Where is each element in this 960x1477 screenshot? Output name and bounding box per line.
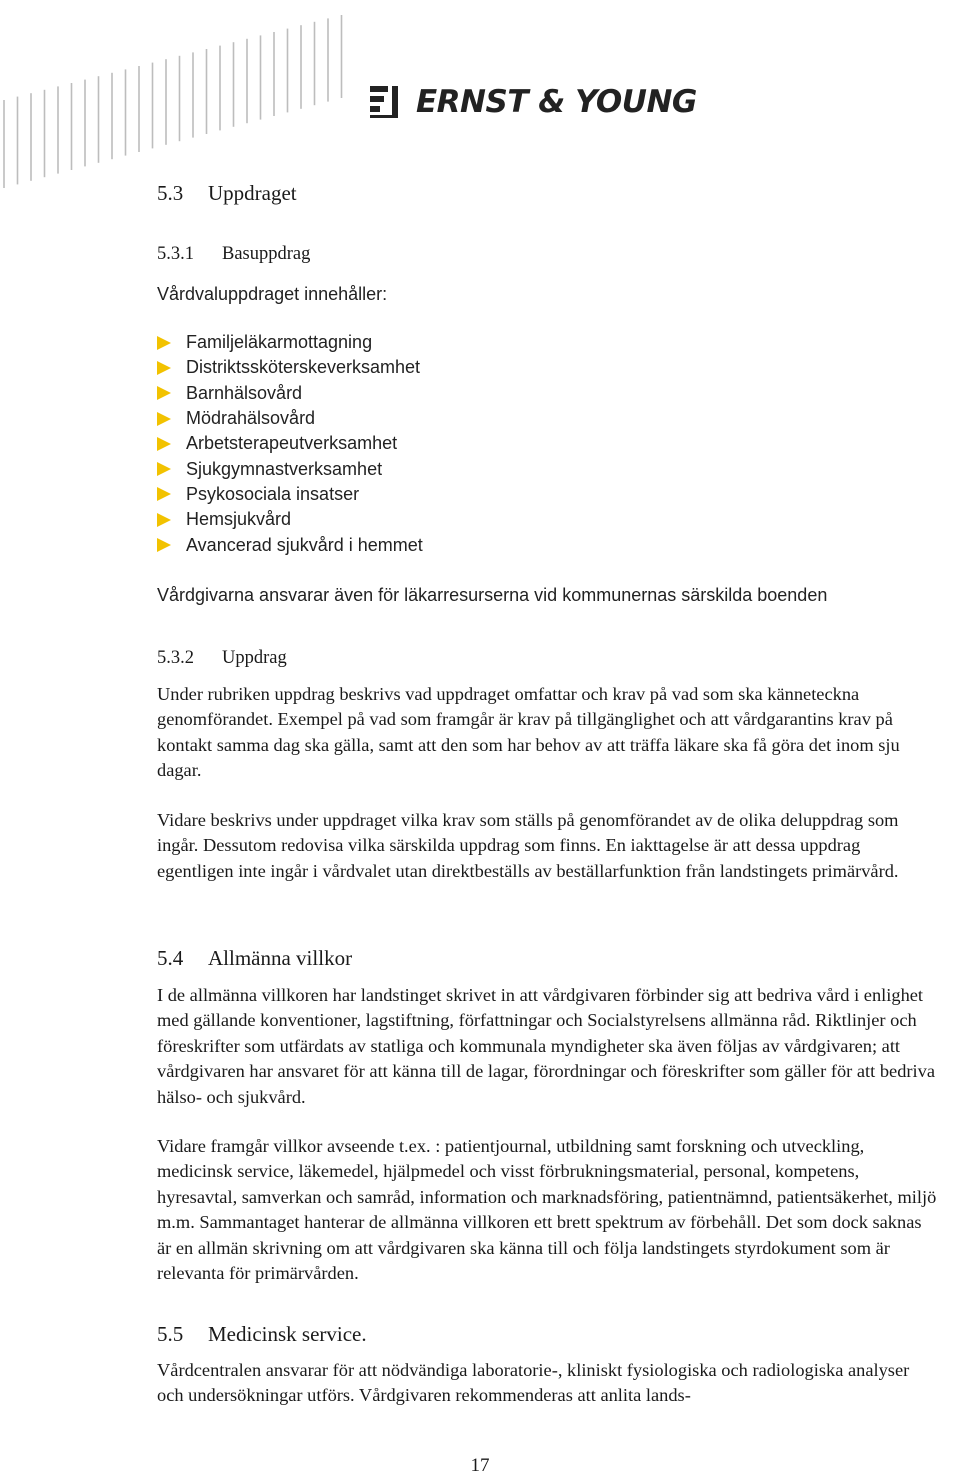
page-number: 17 [470,1455,490,1476]
bullet-triangle-icon [157,386,171,400]
decorative-stripes [0,0,360,190]
page-header [0,0,960,190]
ernst-young-logo [368,78,697,126]
bullet-triangle-icon [157,462,171,476]
logo-text: ERNST & YOUNG [416,84,697,120]
list-item: Mödrahälsovård [157,406,937,431]
list-item: Hemsjukvård [157,507,937,532]
bullet-triangle-icon [157,336,171,350]
section-title: Allmänna villkor [208,946,353,970]
list-item: Avancerad sjukvård i hemmet [157,532,937,557]
logo-bars-icon [368,82,408,122]
list-item: Sjukgymnastverksamhet [157,456,937,481]
bullet-triangle-icon [157,513,171,527]
section-5-5-heading [157,1322,937,1347]
list-item: Familjeläkarmottagning [157,330,937,355]
list-item: Distriktssköterskeverksamhet [157,355,937,380]
section-5-4-paragraph-1: I de allmänna villkoren har landstinget skrivet in att vårdgivaren förbinder sig att bedriva vård i enlighet med gällande konventioner, lagstiftning, författningar och Socialstyrelsens allmänna råd. Riktlinjer och föreskrifter som utfärdats av statliga och kommunala myndigheter ska även följas av vårdgivaren; att vårdgivaren har ansvaret för att känna till de lagar, förordningar och föreskrifter som gäller för att bedriva hälso- och sjukvård. [157,985,935,1107]
list-item: Arbetsterapeutverksamhet [157,431,937,456]
bullet-triangle-icon [157,412,171,426]
section-number: 5.4 [157,946,184,970]
subsection-number: 5.3.1 [157,244,194,264]
section-5-4-heading [157,946,937,971]
boenden-note: Vårdgivarna ansvarar även för läkarresurserna vid kommunernas särskilda boenden [157,585,828,605]
section-5-4-paragraph-2: Vidare framgår villkor avseende t.ex. : patientjournal, utbildning samt forskning och utveckling, medicinsk service, läkemedel, hjälpmedel och visst förbrukningsmaterial, personal, kompetens, hyresavtal, samverkan och samråd, information och marknadsföring, patientnämnd, patientsäkerhet, miljö m.m. Sammantaget hanterar de allmänna villkoren ett brett spektrum av förbehåll. Det som dock saknas är en allmän skrivning om att vårdgivaren ska känna till och följa landstingets styrdokument som är relevanta för primärvården. [157,1136,937,1284]
bullet-triangle-icon [157,538,171,552]
list-item: Psykosociala insatser [157,482,937,507]
section-5-5-paragraph-1: Vårdcentralen ansvarar för att nödvändiga laboratorie-, kliniskt fysiologiska och radiologiska analyser och undersökningar utförs. Vårdgivaren rekommenderas att anlita lands- [157,1360,910,1406]
section-title: Uppdraget [208,181,297,205]
section-number: 5.5 [157,1322,184,1346]
service-list [157,330,937,558]
subsection-number: 5.3.2 [157,648,194,668]
section-5-3-1-intro: Vårdvaluppdraget innehåller: [157,284,388,304]
bullet-triangle-icon [157,487,171,501]
list-item: Barnhälsovård [157,381,937,406]
bullet-triangle-icon [157,361,171,375]
section-5-3-2-heading [157,648,937,669]
section-number: 5.3 [157,181,184,205]
section-5-3-1-heading [157,244,937,265]
section-5-3-heading [157,181,937,206]
subsection-title: Basuppdrag [222,244,311,264]
section-5-3-2-paragraph-1: Under rubriken uppdrag beskrivs vad uppdraget omfattar och krav på vad som ska känneteckna genomförandet. Exempel på vad som framgår är krav på tillgänglighet och att vårdgarantins krav på kontakt samma dag ska gälla, samt att den som har behov av att träffa läkare ska få göra det inom sju dagar. [157,684,900,781]
bullet-triangle-icon [157,437,171,451]
section-5-3-2-paragraph-2: Vidare beskrivs under uppdraget vilka krav som ställs på genomförandet av de olika deluppdrag som ingår. Dessutom redovisa vilka särskilda uppdrag som finns. En iakttagelse är att dessa uppdrag egentligen inte ingår i vårdvalet utan direktbeställs av beställarfunktion från landstingets primärvård. [157,810,899,881]
section-title: Medicinsk service. [208,1322,367,1346]
subsection-title: Uppdrag [222,648,287,668]
